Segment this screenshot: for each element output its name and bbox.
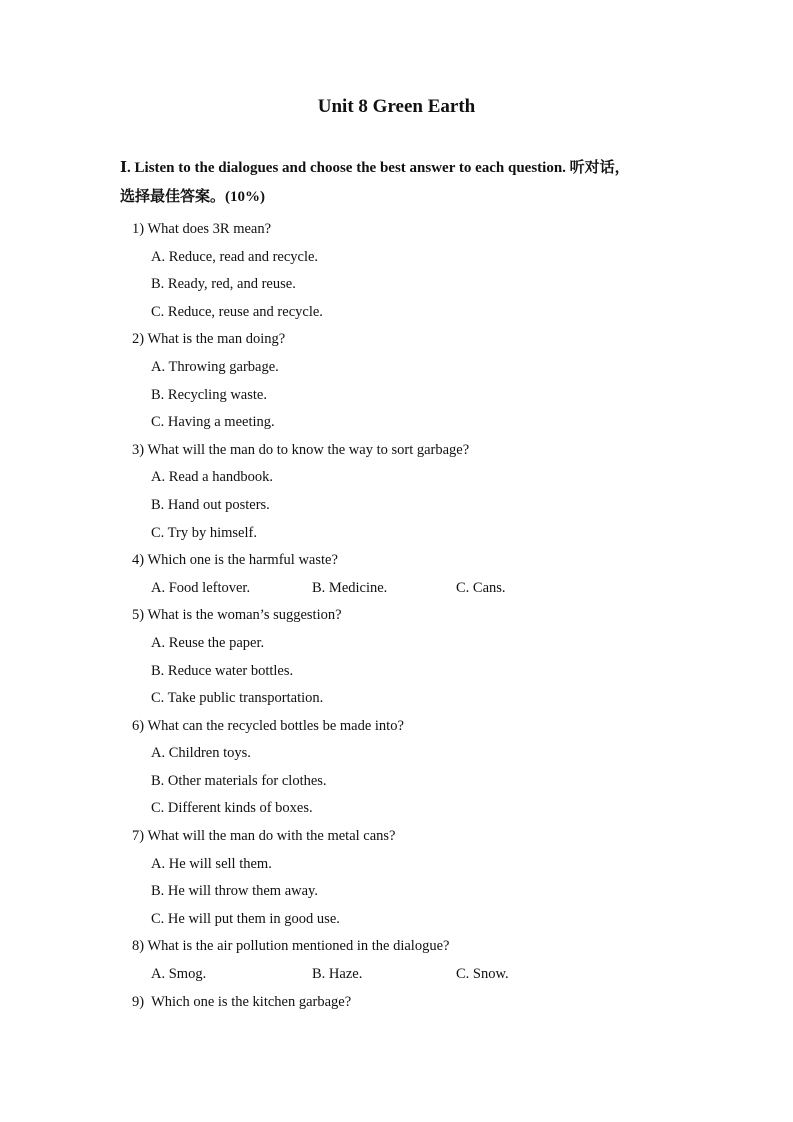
question-5-option-c: C. Take public transportation. <box>151 690 324 707</box>
question-2-option-a: A. Throwing garbage. <box>151 358 279 375</box>
question-4-options <box>132 575 692 603</box>
question-1-option-b: B. Ready, red, and reuse. <box>151 276 296 293</box>
question-3: 3) What will the man do to know the way to sort garbage? <box>132 441 470 458</box>
question-5: 5) What is the woman’s suggestion? <box>132 607 342 624</box>
question-8-option-c: C. Snow. <box>456 966 509 983</box>
question-7-option-c: C. He will put them in good use. <box>151 910 340 927</box>
section-instructions-line-2: 选择最佳答案。(10%) <box>120 189 265 205</box>
question-3-option-a: A. Read a handbook. <box>151 469 274 486</box>
question-6: 6) What can the recycled bottles be made into? <box>132 717 404 734</box>
question-8-option-a: A. Smog. <box>151 966 207 983</box>
question-3-option-c: C. Try by himself. <box>151 524 257 541</box>
question-7-option-a: A. He will sell them. <box>151 855 272 872</box>
section-instructions-line-1: Ⅰ. Listen to the dialogues and choose the best answer to each question. 听对话， <box>120 160 630 176</box>
page-title: Unit 8 Green Earth <box>317 96 476 117</box>
question-4: 4) Which one is the harmful waste? <box>132 552 338 569</box>
question-6-option-c: C. Different kinds of boxes. <box>151 800 313 817</box>
question-8-options <box>132 961 692 989</box>
section-instructions <box>120 154 680 212</box>
question-5-option-b: B. Reduce water bottles. <box>151 662 294 679</box>
question-7: 7) What will the man do with the metal cans? <box>132 828 396 845</box>
question-9: 9) Which one is the kitchen garbage? <box>132 993 352 1010</box>
question-4-option-a: A. Food leftover. <box>151 579 251 596</box>
question-2-option-b: B. Recycling waste. <box>151 386 267 403</box>
question-3-option-b: B. Hand out posters. <box>151 496 270 513</box>
question-list <box>132 216 692 1016</box>
question-8: 8) What is the air pollution mentioned in the dialogue? <box>132 938 450 955</box>
question-2-option-c: C. Having a meeting. <box>151 414 275 431</box>
question-2: 2) What is the man doing? <box>132 331 286 348</box>
question-8-option-b: B. Haze. <box>312 966 363 983</box>
question-5-option-a: A. Reuse the paper. <box>151 634 265 651</box>
question-4-option-c: C. Cans. <box>456 579 506 596</box>
question-1: 1) What does 3R mean? <box>132 221 272 237</box>
question-1-option-a: A. Reduce, read and recycle. <box>151 248 319 265</box>
question-1-option-c: C. Reduce, reuse and recycle. <box>151 303 323 320</box>
question-6-option-b: B. Other materials for clothes. <box>151 772 327 789</box>
question-6-option-a: A. Children toys. <box>151 745 251 762</box>
question-4-option-b: B. Medicine. <box>312 579 388 596</box>
question-7-option-b: B. He will throw them away. <box>151 883 318 900</box>
